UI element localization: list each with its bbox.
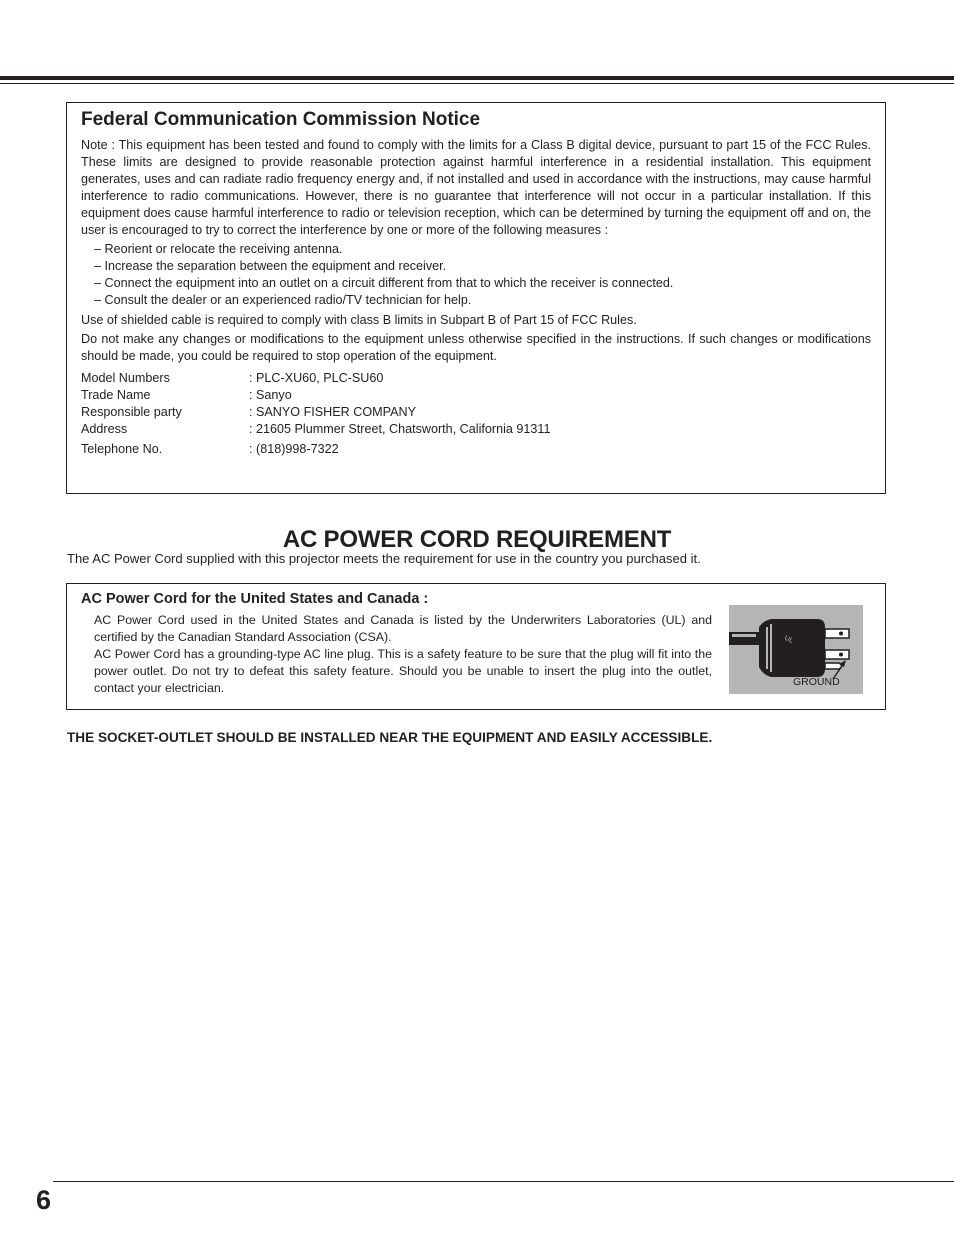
responsible-party-table xyxy=(81,370,550,458)
page-number: 6 xyxy=(36,1185,52,1215)
info-value: : (818)998-7322 xyxy=(249,442,339,456)
table-row xyxy=(81,404,550,421)
shielded-cable-paragraph: Use of shielded cable is required to comply with class B limits in Subpart B of Part 15 of FCC Rules. xyxy=(81,313,637,327)
table-row xyxy=(81,438,550,458)
list-item: – Increase the separation between the equipment and receiver. xyxy=(94,259,447,273)
info-key: Trade Name xyxy=(81,388,151,402)
info-value: : 21605 Plummer Street, Chatsworth, California 91311 xyxy=(249,422,551,436)
table-row xyxy=(81,387,550,404)
svg-text:UL: UL xyxy=(783,634,795,645)
fcc-note-paragraph: Note : This equipment has been tested and found to comply with the limits for a Class B digital device, pursuant to part 15 of the FCC Rules. These limits are designed to provide reasonable protection against harmful interference in a residential installation. This equipment generates, uses and can radiate radio frequency energy and, if not installed and used in accordance with the instructions, may cause harmful interference to radio communications. However, there is no guarantee that interference will not occur in a particular installation. If this equipment does cause harmful interference to radio or television reception, which can be determined by turning the equipment off and on, the user is encouraged to try to correct the interference by one or more of the following measures : xyxy=(81,138,871,237)
ground-label: GROUND xyxy=(793,676,840,688)
header-rule-thick xyxy=(0,76,954,80)
table-row xyxy=(81,370,550,387)
us-canada-cord-text xyxy=(94,612,712,697)
fcc-notice-title: Federal Communication Commission Notice xyxy=(81,109,481,130)
grounding-plug-figure xyxy=(729,605,863,694)
list-item: – Consult the dealer or an experienced radio/TV technician for help. xyxy=(94,293,472,307)
info-key: Address xyxy=(81,422,128,436)
info-key: Model Numbers xyxy=(81,371,170,385)
socket-outlet-warning: THE SOCKET-OUTLET SHOULD BE INSTALLED NEAR THE EQUIPMENT AND EASILY ACCESSIBLE. xyxy=(67,730,713,745)
us-canada-cord-title: AC Power Cord for the United States and Canada : xyxy=(81,591,429,607)
info-value: : Sanyo xyxy=(249,388,292,402)
modifications-paragraph: Do not make any changes or modifications to the equipment unless otherwise specified in the instructions. If such changes or modifications should be made, you could be required to stop operation of the equipment. xyxy=(81,332,871,363)
list-item: – Reorient or relocate the receiving antenna. xyxy=(94,242,343,256)
ul-csa-paragraph: AC Power Cord used in the United States and Canada is listed by the Underwriters Laboratories (UL) and certified by the Canadian Standard Association (CSA). xyxy=(94,613,712,644)
footer-rule xyxy=(53,1181,954,1182)
fcc-measures-list xyxy=(81,241,871,309)
table-row xyxy=(81,421,550,438)
ac-power-cord-intro: The AC Power Cord supplied with this projector meets the requirement for use in the country you purchased it. xyxy=(67,551,701,566)
grounding-plug-paragraph: AC Power Cord has a grounding-type AC line plug. This is a safety feature to be sure that the plug will fit into the power outlet. Do not try to defeat this safety feature. Should you be unable to insert the plug into the outlet, contact your electrician. xyxy=(94,647,712,695)
info-value: : SANYO FISHER COMPANY xyxy=(249,405,417,419)
fcc-notice-box xyxy=(66,102,886,494)
info-key: Telephone No. xyxy=(81,442,163,456)
list-item: – Connect the equipment into an outlet on a circuit different from that to which the receiver is connected. xyxy=(94,276,674,290)
ac-power-cord-title: AC POWER CORD REQUIREMENT xyxy=(282,526,672,554)
info-value: : PLC-XU60, PLC-SU60 xyxy=(249,371,384,385)
header-rule-thin xyxy=(0,83,954,84)
info-key: Responsible party xyxy=(81,405,182,419)
us-canada-cord-box xyxy=(66,583,886,710)
